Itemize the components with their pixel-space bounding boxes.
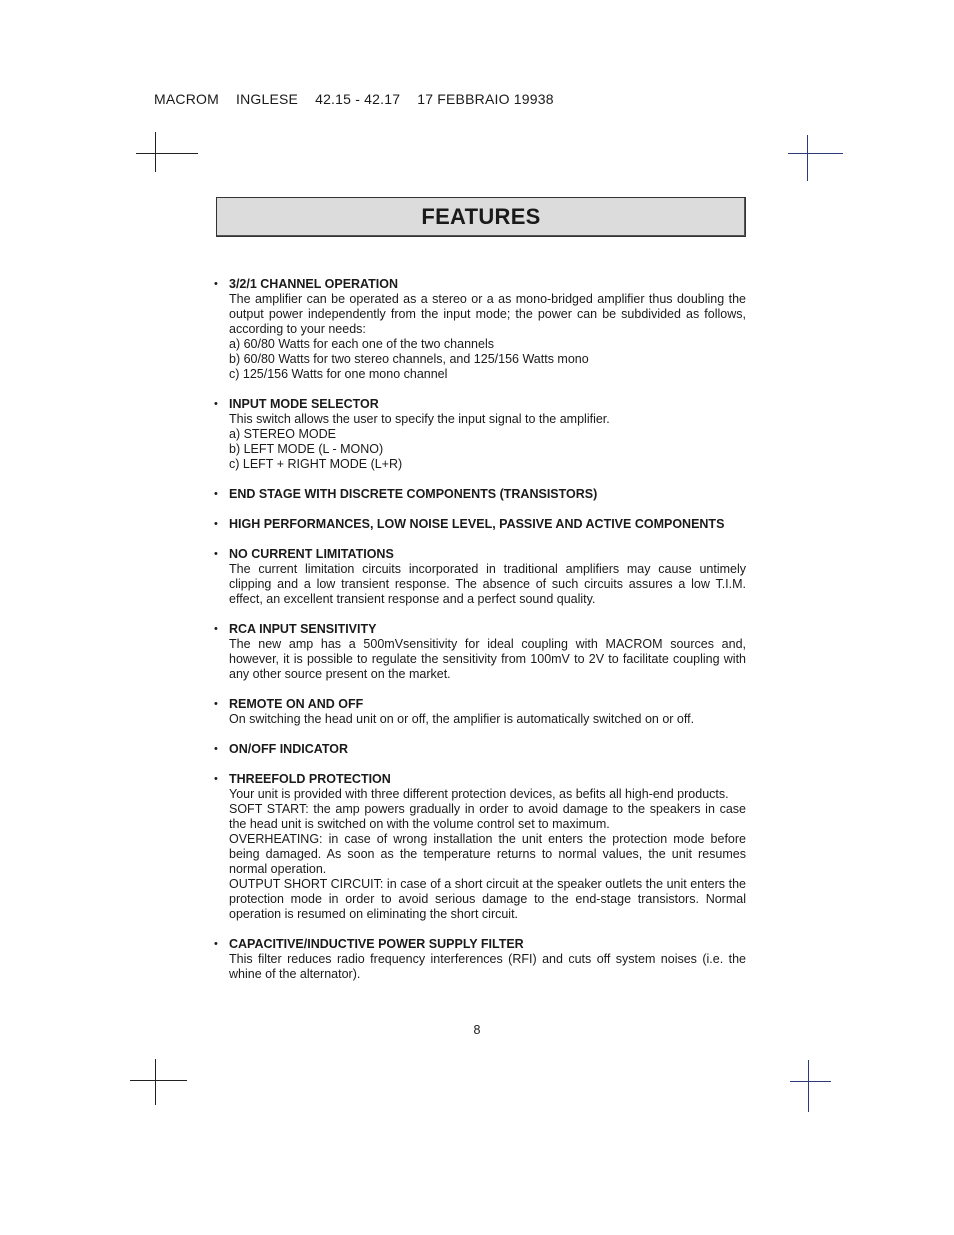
bullet-icon: • [214,518,218,530]
feature-item [214,772,746,922]
feature-title: HIGH PERFORMANCES, LOW NOISE LEVEL, PASSIVE AND ACTIVE COMPONENTS [229,517,725,531]
feature-item [214,742,746,757]
feature-text-line: b) 60/80 Watts for two stereo channels, and 125/156 Watts mono [229,352,589,366]
feature-text-line: The amplifier can be operated as a stereo or a as mono-bridged amplifier thus doubling the output power independently from the input mode; the power can be subdivided as follows, according to your needs: [229,292,746,336]
bullet-icon: • [214,938,218,950]
page-header [154,91,571,107]
feature-text-line: The new amp has a 500mVsensitivity for ideal coupling with MACROM sources and, however, it is possible to regulate the sensitivity from 100mV to 2V to facilitate coupling with any other source present on the market. [229,637,746,681]
feature-text-line: OVERHEATING: in case of wrong installation the unit enters the protection mode before being damaged. As soon as the temperature returns to normal values, the unit resumes normal operation. [229,832,746,876]
feature-text-line: Your unit is provided with three different protection devices, as befits all high-end products. [229,787,729,801]
title-banner [216,197,746,237]
bullet-icon: • [214,623,218,635]
feature-text-line: SOFT START: the amp powers gradually in order to avoid damage to the speakers in case the head unit is switched on with the volume control set to maximum. [229,802,746,831]
feature-item [214,697,746,727]
feature-item [214,517,746,532]
feature-item [214,397,746,472]
header-date: 17 FEBBRAIO 19938 [417,91,554,107]
header-brand: MACROM [154,91,219,107]
feature-title: NO CURRENT LIMITATIONS [229,547,394,561]
feature-title: END STAGE WITH DISCRETE COMPONENTS (TRANSISTORS) [229,487,598,501]
bullet-icon: • [214,548,218,560]
feature-text-line: OUTPUT SHORT CIRCUIT: in case of a short circuit at the speaker outlets the unit enters the protection mode in order to avoid serious damage to the end-stage transistors. Normal operation is resumed on eliminating the short circuit. [229,877,746,921]
header-language: INGLESE [235,91,299,107]
feature-text-line: This switch allows the user to specify the input signal to the amplifier. [229,412,610,426]
feature-title: INPUT MODE SELECTOR [229,397,379,411]
feature-title: 3/2/1 CHANNEL OPERATION [229,277,399,291]
bullet-icon: • [214,488,218,500]
feature-text-line: a) 60/80 Watts for each one of the two channels [229,337,494,351]
feature-item [214,487,746,502]
bullet-icon: • [214,773,218,785]
feature-item [214,622,746,682]
bullet-icon: • [214,743,218,755]
feature-item [214,547,746,607]
feature-item [214,937,746,982]
bullet-icon: • [214,698,218,710]
page-title: FEATURES [421,204,541,229]
feature-title: CAPACITIVE/INDUCTIVE POWER SUPPLY FILTER [229,937,524,951]
feature-text-line: This filter reduces radio frequency interferences (RFI) and cuts off system noises (i.e. the whine of the alternator). [229,952,746,981]
header-codes: 42.15 - 42.17 [315,91,401,107]
feature-title: RCA INPUT SENSITIVITY [229,622,377,636]
bullet-icon: • [214,278,218,290]
feature-text-line: c) LEFT + RIGHT MODE (L+R) [229,457,403,471]
feature-text-line: b) LEFT MODE (L - MONO) [229,442,384,456]
feature-text-line: a) STEREO MODE [229,427,336,441]
feature-title: REMOTE ON AND OFF [229,697,364,711]
feature-text-line: c) 125/156 Watts for one mono channel [229,367,448,381]
features-list [214,277,746,997]
page-number: 8 [473,1023,481,1037]
feature-title: THREEFOLD PROTECTION [229,772,391,786]
bullet-icon: • [214,398,218,410]
feature-text-line: On switching the head unit on or off, the amplifier is automatically switched on or off. [229,712,695,726]
feature-item [214,277,746,382]
feature-title: ON/OFF INDICATOR [229,742,348,756]
feature-text-line: The current limitation circuits incorporated in traditional amplifiers may cause untimely clipping and a low transient response. The absence of such circuits assures a low T.I.M. effect, an excellent transient response and a perfect sound quality. [229,562,746,606]
